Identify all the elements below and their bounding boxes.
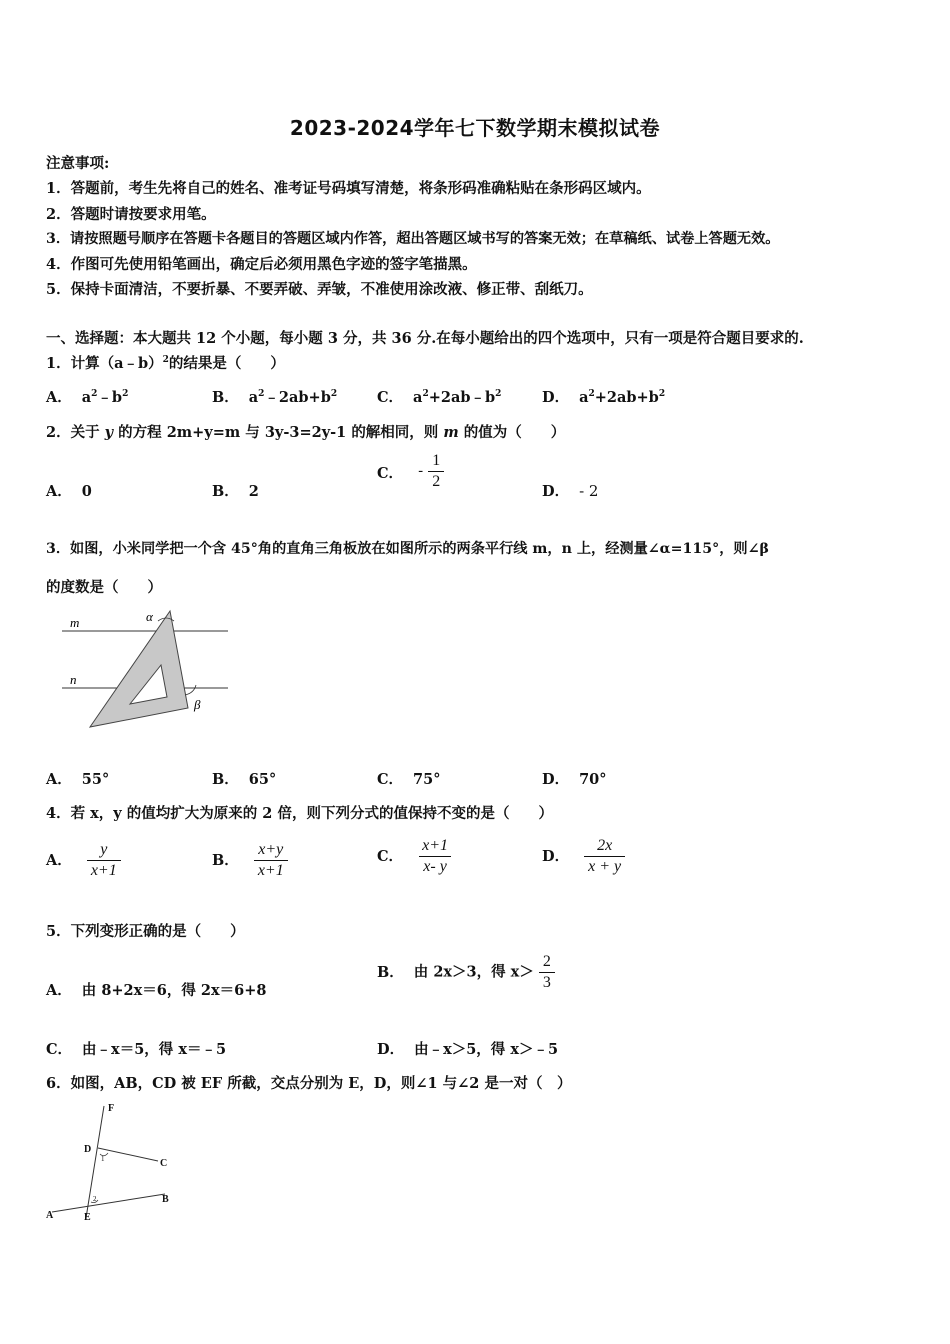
notice-item-3: 3．请按照题号顺序在答题卡各题目的答题区域内作答，超出答题区域书写的答案无效；在草稿纸、试卷上答题无效。 [46,231,780,247]
label-E: E [84,1212,91,1223]
notice-heading: 注意事项: [46,155,110,172]
q1-option-d: D． $a^2+2ab+b^2$ [542,389,666,406]
label-B: B [162,1194,169,1205]
label-angle-2: 2 [93,1195,97,1203]
question-2-stem: 2．关于 y 的方程 2m+y=m 与 3y-3=2y-1 的解相同，则 m 的值为（ ） [46,424,566,441]
q3-figure [58,605,238,735]
q1-option-c: C． $a^2+2ab﹣b^2$ [377,389,502,406]
q1-option-a: A． $a^2﹣b^2$ [46,389,129,406]
q2-option-c: C． - $\frac{1}{2}$ [377,452,444,491]
question-3-stem-line-2: 的度数是（ ） [46,579,162,596]
q4-option-d: D． $\frac{2x}{x + y}$ [542,837,625,876]
notice-item-5: 5．保持卡面清洁，不要折暴、不要弄破、弄皱，不准使用涂改液、修正带、刮纸刀。 [46,281,593,298]
label-m: m [70,615,80,630]
question-5-stem: 5．下列变形正确的是（ ） [46,923,245,940]
q4-option-c: C． $\frac{x+1}{x- y}$ [377,837,452,876]
q5-option-c: C． 由﹣x＝5，得 x＝﹣5 [46,1041,227,1058]
label-alpha: α [146,609,153,624]
q4-option-b: B． $\frac{x+y}{x+1}$ [212,841,288,880]
triangle-ruler [90,611,188,727]
q3-option-b: B． 65° [212,771,277,788]
page-title: 2023-2024学年七下数学期末模拟试卷 [289,116,661,140]
label-beta: β [194,697,201,712]
label-angle-1: 1 [101,1155,105,1163]
question-1-stem: 1．计算（a﹣b）$^2$的结果是（ ） [46,355,285,372]
q3-option-c: C． 75° [377,771,441,788]
q2-option-b: B． 2 [212,483,259,500]
q3-option-a: A． 55° [46,771,110,788]
question-6-stem: 6．如图，AB，CD 被 EF 所截，交点分别为 E，D，则∠1 与∠2 是一对（ ） [46,1075,572,1092]
notice-item-2: 2．答题时请按要求用笔。 [46,206,216,223]
label-n: n [70,672,77,687]
q1-option-b: B． $a^2﹣2ab+b^2$ [212,389,338,406]
q5-option-d: D． 由﹣x＞5，得 x＞﹣5 [377,1041,559,1058]
label-F: F [108,1103,115,1114]
q2-option-a: A． 0 [46,483,92,500]
label-D: D [84,1144,92,1155]
question-4-stem: 4．若 x，y 的值均扩大为原来的 2 倍，则下列分式的值保持不变的是（ ） [46,805,553,822]
q3-option-d: D． 70° [542,771,607,788]
notice-item-1: 1．答题前，考生先将自己的姓名、准考证号码填写清楚，将条形码准确粘贴在条形码区域内。 [46,180,651,197]
label-A: A [46,1210,54,1221]
q5-option-a: A． 由 8+2x＝6，得 2x＝6+8 [46,982,267,999]
q2-option-d: D． - 2 [542,482,599,500]
section-heading: 一、选择题：本大题共 12 个小题，每小题 3 分，共 36 分.在每小题给出的四个选项中，只有一项是符合题目要求的. [46,330,804,347]
question-3-stem-line-1: 3．如图，小米同学把一个含 45°角的直角三角板放在如图所示的两条平行线 m，n 上，经测量∠α=115°，则∠β [46,541,769,557]
q5-option-b: B． 由 2x＞3，得 x＞ $\frac{2}{3}$ [377,953,555,992]
line-ab [52,1194,165,1212]
q4-option-a: A． $\frac{y}{x+1}$ [46,841,121,880]
notice-item-4: 4．作图可先使用铅笔画出，确定后必须用黑色字迹的签字笔描黑。 [46,256,477,273]
label-C: C [160,1158,168,1169]
q6-figure [40,1098,190,1228]
